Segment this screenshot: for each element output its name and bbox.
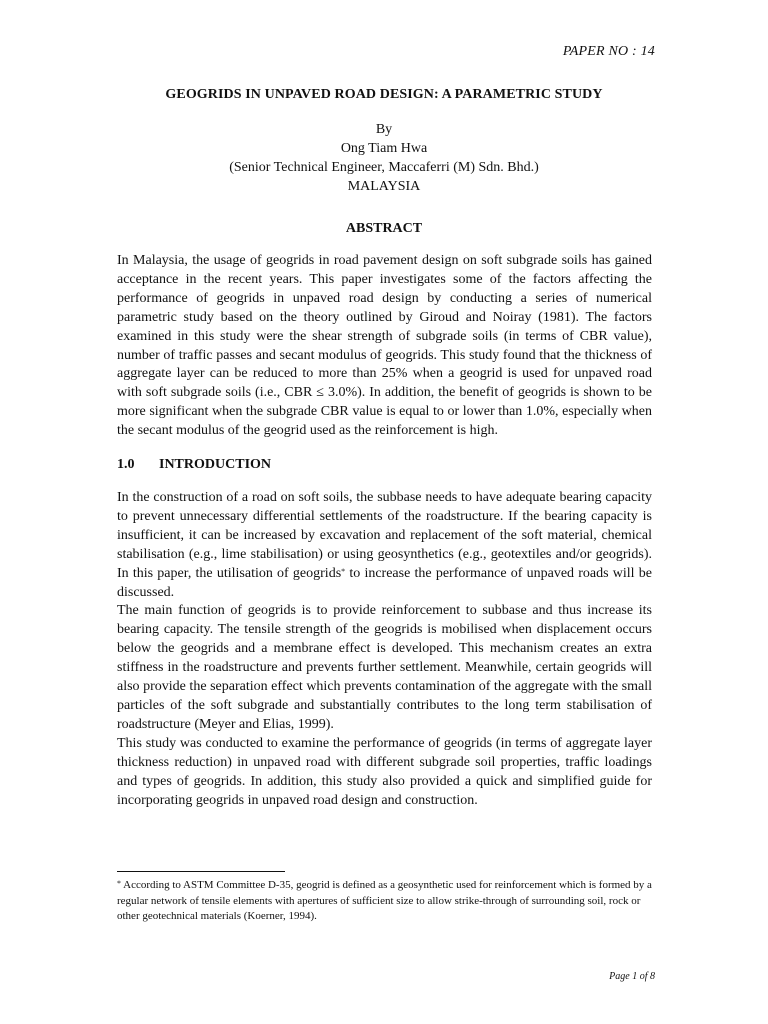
intro-p1-text-b: to increase the performance of unpaved roads will be discussed. [117, 565, 652, 600]
page-number: Page 1 of 8 [609, 971, 655, 982]
footnote-divider [117, 871, 285, 872]
abstract-body [117, 252, 652, 441]
section-number: 1.0 [117, 457, 135, 472]
intro-p1-text-a: In the construction of a road on soft soils, the subbase needs to have adequate bearing capacity to prevent unnecessary differential settlements of the roadstructure. If the bearing capacity is insufficient, it can be increased by excavation and replacement of the soft material, chemical stabilisation (e.g., lime stabilisation) or using geosynthetics (e.g., geotextiles and/or geogrids). In this paper, the utilisation of geogrids [117, 490, 652, 581]
footnote-reference-mark[interactable]: * [341, 566, 346, 576]
author-country: MALAYSIA [347, 179, 421, 194]
introduction-body [117, 489, 652, 810]
author-block [0, 120, 768, 196]
footnote-text: According to ASTM Committee D-35, geogrid is defined as a geosynthetic used for reinforcement which is formed by a regular network of tensile elements with apertures of sufficient size to allow strike-through of surrounding soil, rock or other geotechnical materials (Koerner, 1994). [117, 879, 652, 922]
intro-paragraph-2: The main function of geogrids is to provide reinforcement to subbase and thus increase its bearing capacity. The tensile strength of the geogrids is mobilised when displacement occurs below the geogrids and a membrane effect is developed. This mechanism creates an extra stiffness in the roadstructure and prevents further settlement. Meanwhile, certain geogrids will also provide the separation effect which prevents contamination of the aggregate with the small particles of the soft subgrade and substantially contributes to the long term stabilisation of roadstructure (Meyer and Elias, 1999). [117, 603, 652, 732]
author-affiliation: (Senior Technical Engineer, Maccaferri (M) Sdn. Bhd.) [229, 160, 539, 175]
intro-paragraph-3: This study was conducted to examine the performance of geogrids (in terms of aggregate layer thickness reduction) in unpaved road with different subgrade soil properties, traffic loadings and types of geogrids. In addition, this study also provided a quick and simplified guide for incorporating geogrids in unpaved road design and construction. [117, 735, 652, 808]
footnote-mark: * [117, 879, 121, 888]
author-name: Ong Tiam Hwa [340, 141, 428, 156]
paper-title: GEOGRIDS IN UNPAVED ROAD DESIGN: A PARAMETRIC STUDY [165, 87, 603, 102]
abstract-heading: ABSTRACT [345, 221, 423, 236]
section-heading-introduction [117, 457, 271, 473]
section-title: INTRODUCTION [159, 457, 272, 472]
by-line: By [375, 122, 393, 137]
footnote [117, 878, 652, 925]
paper-number: PAPER NO : 14 [562, 44, 655, 59]
intro-paragraph-1 [117, 489, 652, 602]
abstract-paragraph: In Malaysia, the usage of geogrids in road pavement design on soft subgrade soils has gained acceptance in the recent years. This paper investigates some of the factors affecting the performance of geogrids in unpaved road design by conducting a series of numerical parametric study based on the theory outlined by Giroud and Noiray (1981). The factors examined in this study were the shear strength of subgrade soils (in terms of CBR value), number of traffic passes and secant modulus of geogrids. This study found that the thickness of aggregate layer can be reduced to more than 25% when a geogrid is used for unpaved road with soft subgrade soils (i.e., CBR ≤ 3.0%). In addition, the benefit of geogrids is shown to be more significant when the subgrade CBR value is equal to or lower than 1.0%, especially when the secant modulus of the geogrid used as the reinforcement is high. [117, 253, 652, 439]
